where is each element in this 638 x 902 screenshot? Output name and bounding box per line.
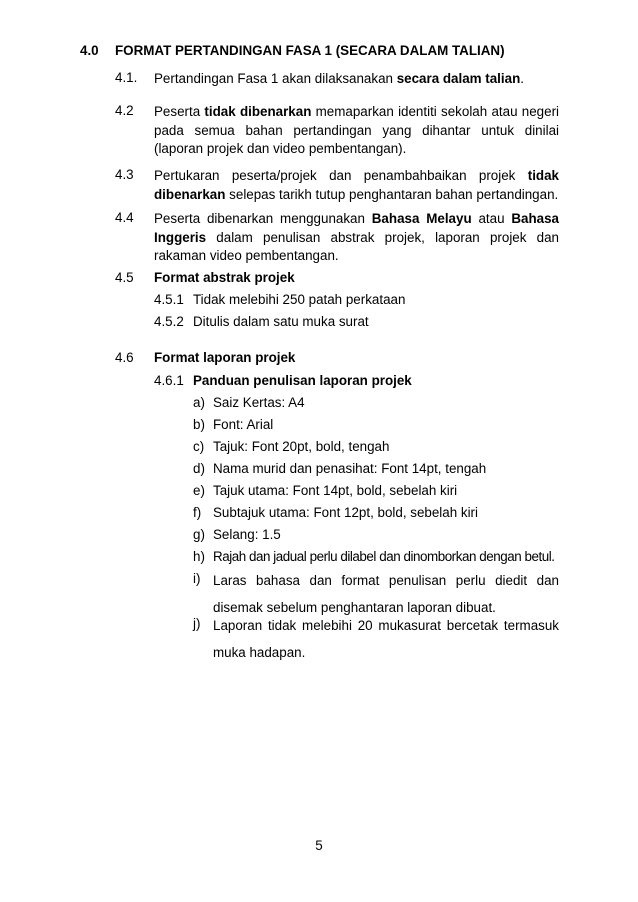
list-item: Laras bahasa dan format penulisan perlu diedit dan disemak sebelum penghantaran laporan dibuat. <box>213 573 559 615</box>
abstract-sub-text: Tidak melebihi 250 patah perkataan <box>193 292 406 307</box>
item-number: 4.1. <box>115 70 138 85</box>
item-text: Peserta dibenarkan menggunakan Bahasa Melayu atau Bahasa Inggeris dalam penulisan abstrak projek, laporan projek dan rakaman video pembentangan. <box>154 211 559 263</box>
list-item: Nama murid dan penasihat: Font 14pt, tengah <box>213 461 487 476</box>
abstract-sub-number: 4.5.1 <box>154 292 184 307</box>
list-item: Tajuk utama: Font 14pt, bold, sebelah kiri <box>213 483 458 498</box>
abstract-sub-text: Ditulis dalam satu muka surat <box>193 314 369 329</box>
report-number: 4.6 <box>115 350 134 365</box>
section-title: FORMAT PERTANDINGAN FASA 1 (SECARA DALAM TALIAN) <box>115 43 505 58</box>
list-item: Tajuk: Font 20pt, bold, tengah <box>213 439 390 454</box>
item-number: 4.3 <box>115 167 134 182</box>
list-item: Rajah dan jadual perlu dilabel dan dinomborkan dengan betul. <box>213 549 555 564</box>
list-letter: a) <box>193 395 205 410</box>
list-letter: g) <box>193 527 205 542</box>
list-letter: i) <box>193 571 201 586</box>
abstract-sub-number: 4.5.2 <box>154 314 184 329</box>
item-number: 4.4 <box>115 210 134 225</box>
item-text: Peserta tidak dibenarkan memaparkan identiti sekolah atau negeri pada semua bahan pertandingan yang dihantar untuk dinilai (laporan projek dan video pembentangan). <box>154 104 559 156</box>
item-text: Pertukaran peserta/projek dan penambahbaikan projek tidak dibenarkan selepas tarikh tutup penghantaran bahan pertandingan. <box>154 168 559 202</box>
list-item: Saiz Kertas: A4 <box>213 395 305 410</box>
report-sub-number: 4.6.1 <box>154 373 184 388</box>
section-number: 4.0 <box>80 43 99 58</box>
item-text: Pertandingan Fasa 1 akan dilaksanakan secara dalam talian. <box>154 71 524 86</box>
list-letter: d) <box>193 461 205 476</box>
list-letter: h) <box>193 549 205 564</box>
list-item: Laporan tidak melebihi 20 mukasurat bercetak termasuk muka hadapan. <box>213 618 559 660</box>
list-letter: b) <box>193 417 205 432</box>
list-letter: j) <box>193 616 201 631</box>
list-letter: e) <box>193 483 205 498</box>
abstract-title: Format abstrak projek <box>154 270 295 285</box>
item-number: 4.2 <box>115 103 134 118</box>
abstract-number: 4.5 <box>115 270 134 285</box>
page-number: 5 <box>315 838 323 853</box>
list-item: Font: Arial <box>213 417 274 432</box>
report-sub-title: Panduan penulisan laporan projek <box>193 373 412 388</box>
list-item: Selang: 1.5 <box>213 527 281 542</box>
report-title: Format laporan projek <box>154 350 296 365</box>
list-item: Subtajuk utama: Font 12pt, bold, sebelah kiri <box>213 505 478 520</box>
list-letter: f) <box>193 505 202 520</box>
list-letter: c) <box>193 439 205 454</box>
